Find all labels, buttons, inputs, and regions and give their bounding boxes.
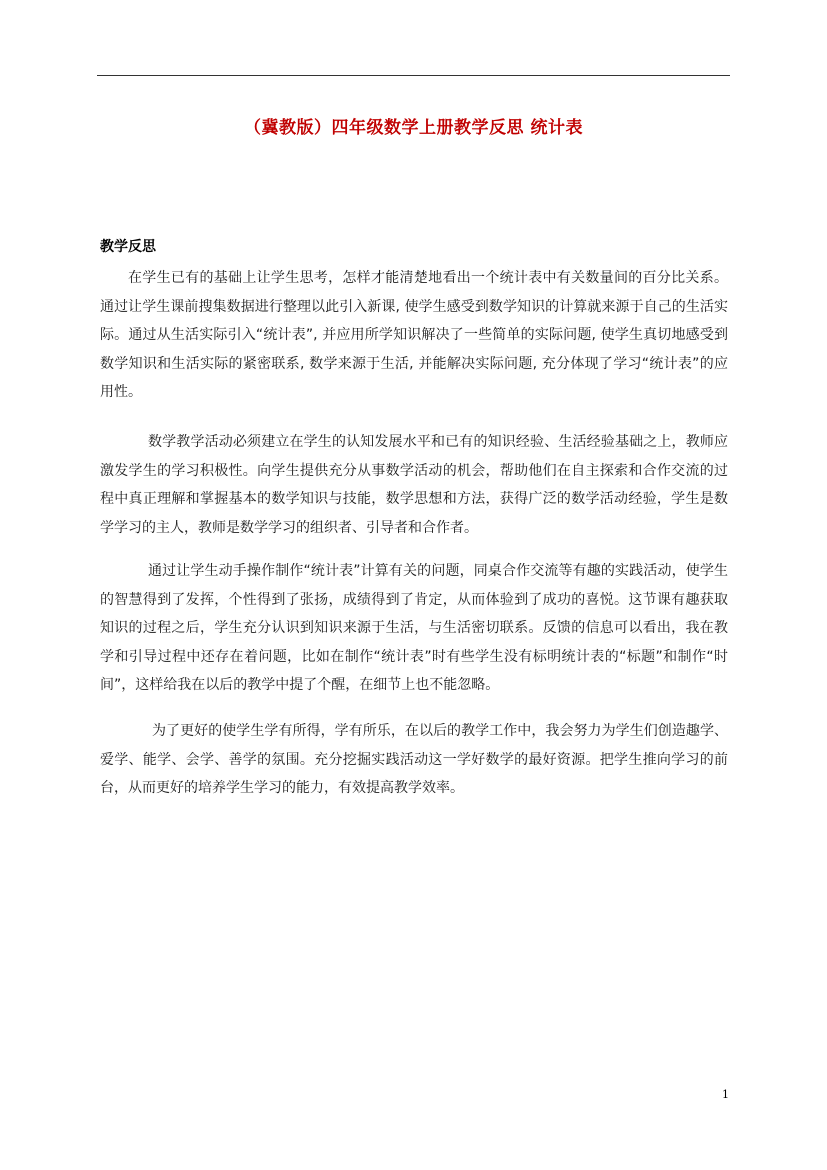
paragraph-2: 数学教学活动必须建立在学生的认知发展水平和已有的知识经验、生活经验基础之上，教师应激发学生的学习积极性。向学生提供充分从事数学活动的机会，帮助他们在自主探索和合作交流的过程中真正理解和掌握基本的数学知识与技能，数学思想和方法，获得广泛的数学活动经验，学生是数学学习的主人，教师是数学学习的组织者、引导者和合作者。: [100, 434, 728, 536]
page-number: 1: [722, 1088, 729, 1101]
section-heading: 教学反思: [100, 239, 156, 255]
document-title: （冀教版）四年级数学上册教学反思 统计表: [244, 118, 583, 138]
paragraph-4: 为了更好的使学生学有所得，学有所乐，在以后的教学工作中，我会努力为学生们创造趣学、爱学、能学、会学、善学的氛围。充分挖掘实践活动这一学好数学的最好资源。把学生推向学习的前台，从而更好的培养学生学习的能力，有效提高教学效率。: [100, 723, 728, 797]
header-rule: [97, 75, 730, 76]
paragraph-3: 通过让学生动手操作制作“统计表”计算有关的问题，同桌合作交流等有趣的实践活动，使学生的智慧得到了发挥，个性得到了张扬，成绩得到了肯定，从而体验到了成功的喜悦。这节课有趣获取知识的过程之后，学生充分认识到知识来源于生活，与生活密切联系。反馈的信息可以看出，我在教学和引导过程中还存在着问题，比如在制作“统计表”时有些学生没有标明统计表的“标题”和制作“时间”，这样给我在以后的教学中提了个醒，在细节上也不能忽略。: [100, 563, 728, 694]
paragraph-1: 在学生已有的基础上让学生思考，怎样才能清楚地看出一个统计表中有关数量间的百分比关系。通过让学生课前搜集数据进行整理以此引入新课, 使学生感受到数学知识的计算就来源于自己的生活实际。通过从生活实际引入“统计表”, 并应用所学知识解决了一些简单的实际问题, 使学生真切地感受到数学知识和生活实际的紧密联系, 数学来源于生活, 并能解决实际问题, 充分体现了学习“统计表”的应用性。: [100, 270, 728, 401]
